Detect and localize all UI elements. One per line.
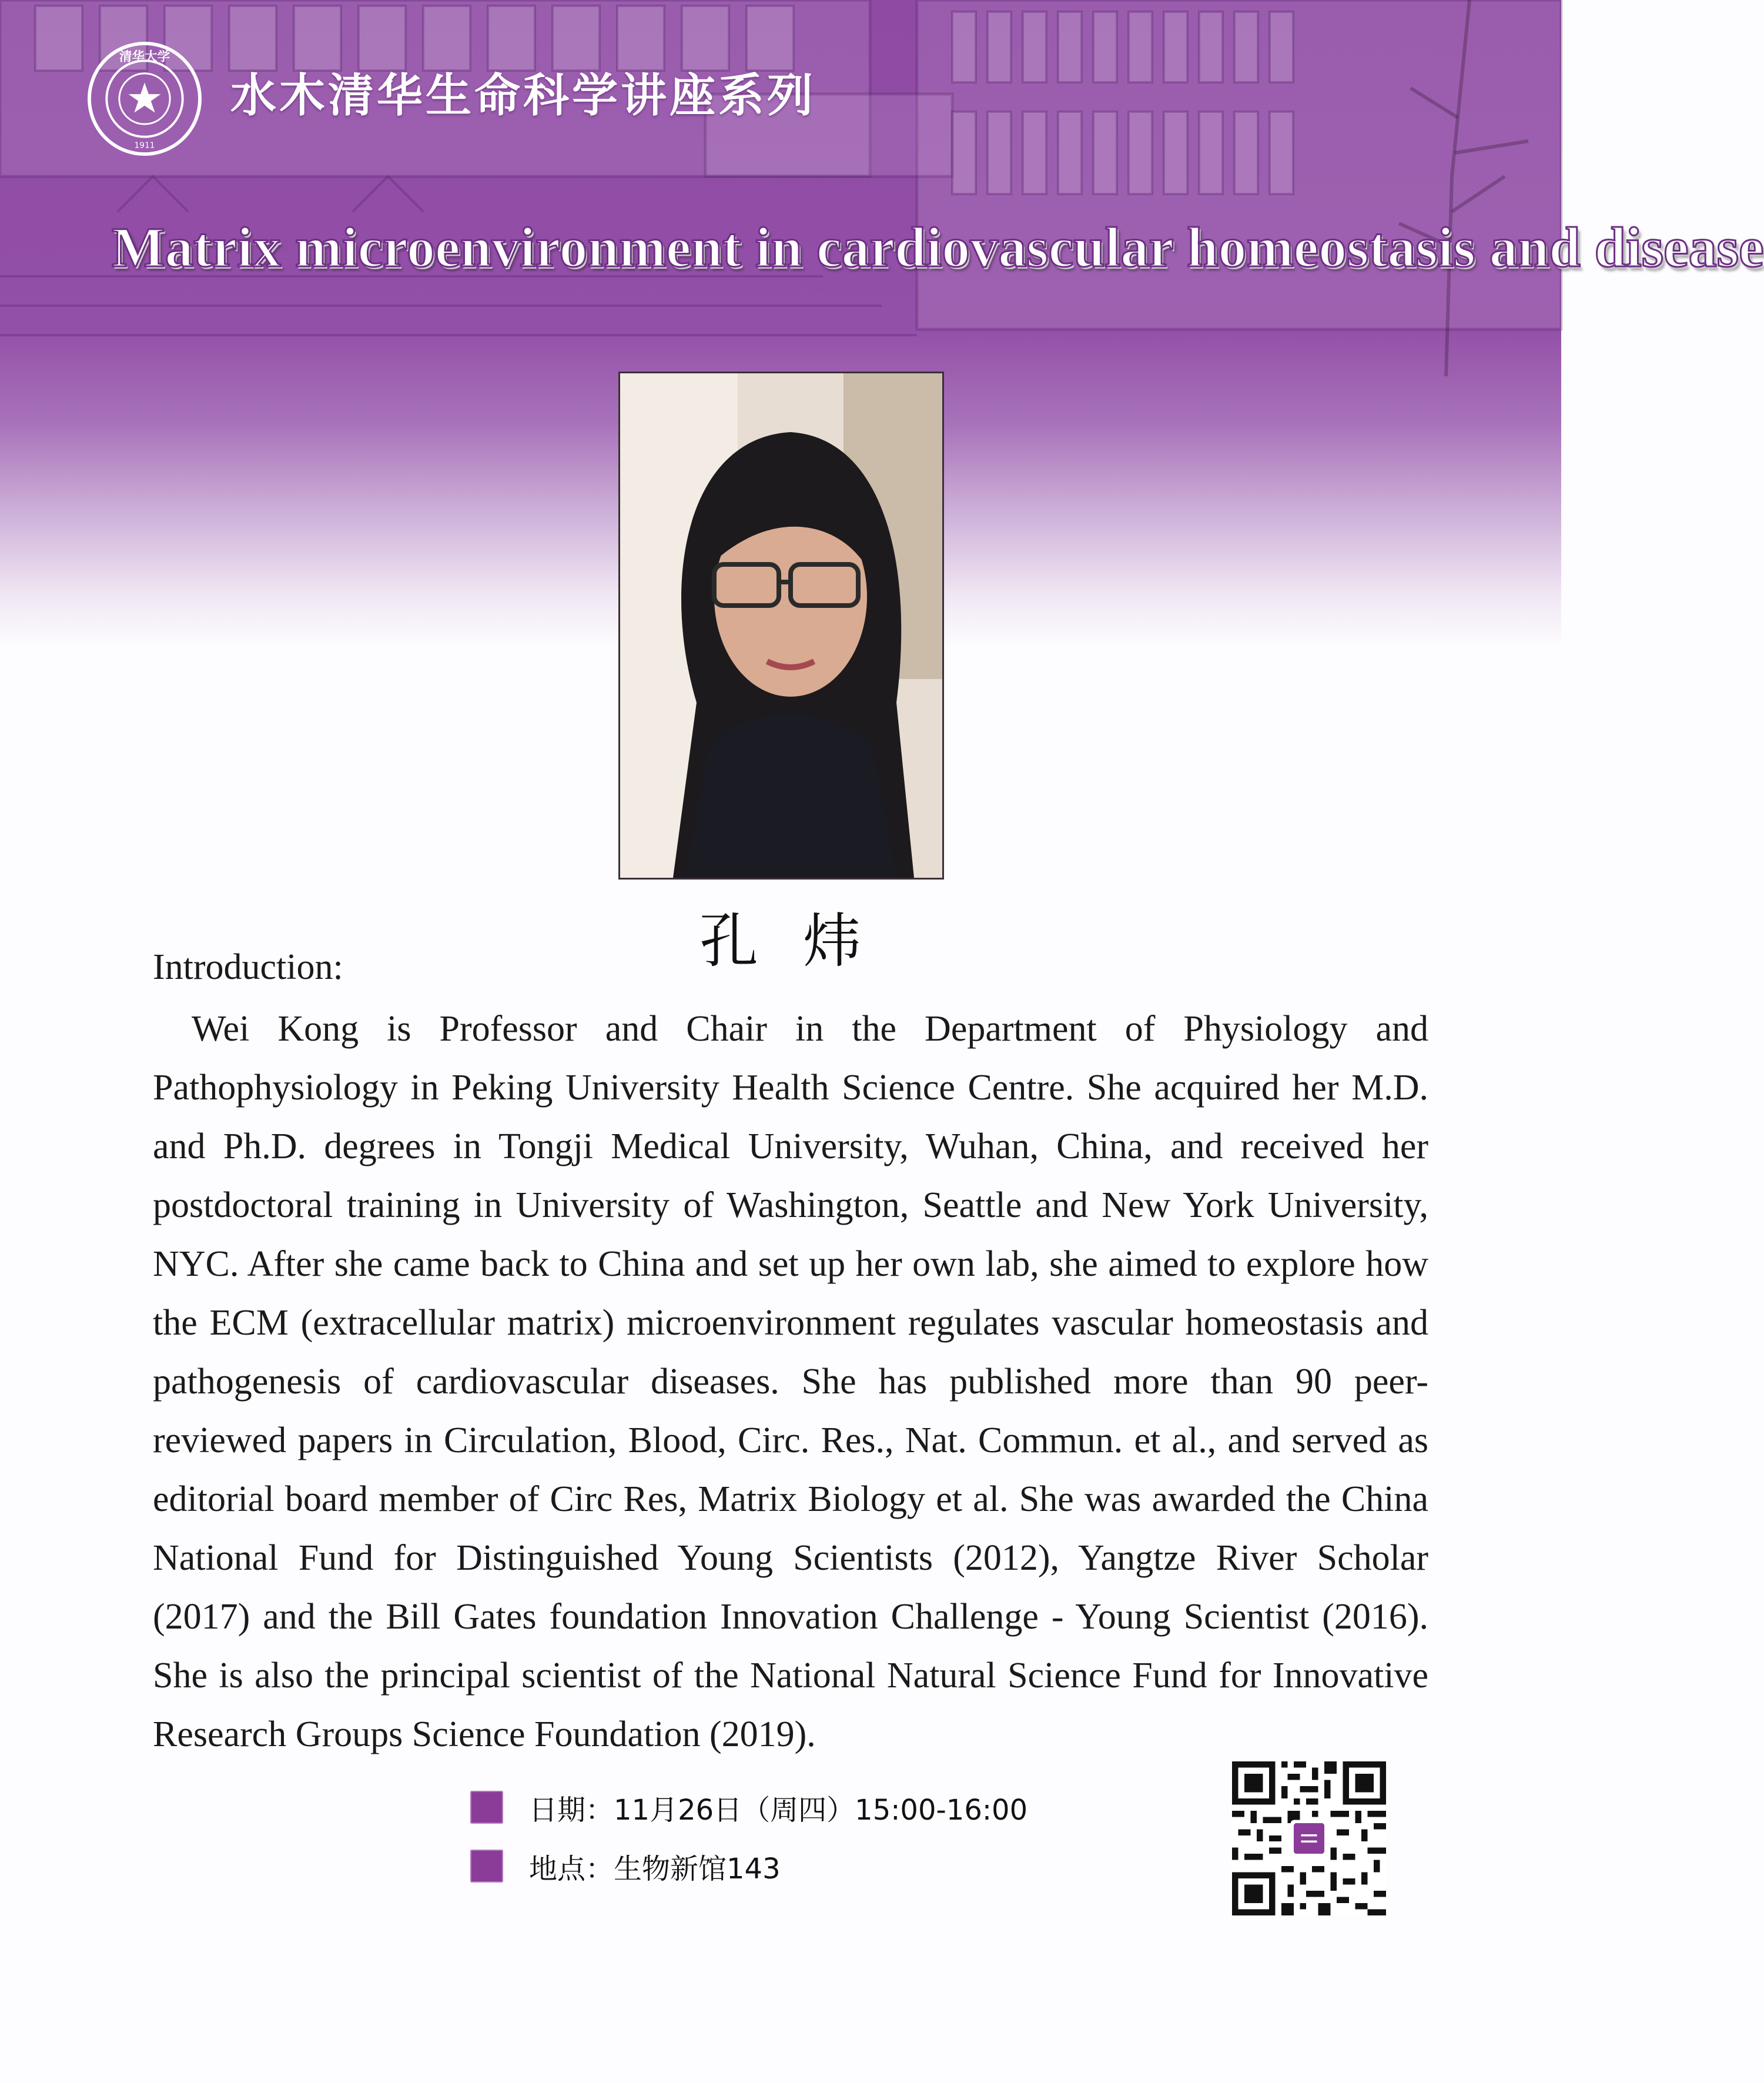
- event-date-row: [470, 1784, 1027, 1831]
- speaker-name: 孔 炜: [699, 907, 875, 975]
- qr-code[interactable]: [1232, 1761, 1386, 1915]
- introduction-heading: Introduction:: [153, 947, 343, 987]
- speaker-portrait: [618, 372, 944, 880]
- event-location: 地点：生物新馆143: [529, 1852, 781, 1885]
- seal-top-text: 清华大学: [119, 49, 170, 65]
- tsinghua-university-seal: [87, 41, 202, 156]
- lecture-series-title: 水木清华生命科学讲座系列: [230, 69, 816, 122]
- lecture-title: Matrix microenvironment in cardiovascular homeostasis and disease: [112, 216, 1764, 279]
- campus-building-backdrop: [0, 0, 1764, 376]
- event-location-row: [470, 1843, 781, 1890]
- square-bullet-icon: [470, 1850, 503, 1883]
- event-date: 日期：11月26日（周四）15:00-16:00: [529, 1793, 1028, 1827]
- portrait-illustration: [620, 373, 942, 878]
- seal-year-text: 1911: [134, 141, 155, 151]
- school-logo-icon: [1294, 1823, 1324, 1854]
- square-bullet-icon: [470, 1791, 503, 1824]
- speaker-biography: Wei Kong is Professor and Chair in the Department of Physiology and Pathophysiology in Peking University Health Science Centre. She acquired her M.D. and Ph.D. degrees in Tongji Medical University, Wuhan, China, and received her postdoctoral training in University of Washington, Seattle and New York University, NYC. After she came back to China and set up her own lab, she aimed to explore how the ECM (extracellular matrix) microenvironment regulates vascular homeostasis and pathogenesis of cardiovascular diseases. She has published more than 90 peer-reviewed papers in Circulation, Blood, Circ. Res., Nat. Commun. et al., and served as editorial board member of Circ Res, Matrix Biology et al. She was awarded the China National Fund for Distinguished Young Scientists (2012), Yangtze River Scholar (2017) and the Bill Gates foundation Innovation Challenge - Young Scientist (2016). She is also the principal scientist of the National Natural Science Fund for Innovative Research Groups Science Foundation (2019).: [153, 1009, 1428, 1754]
